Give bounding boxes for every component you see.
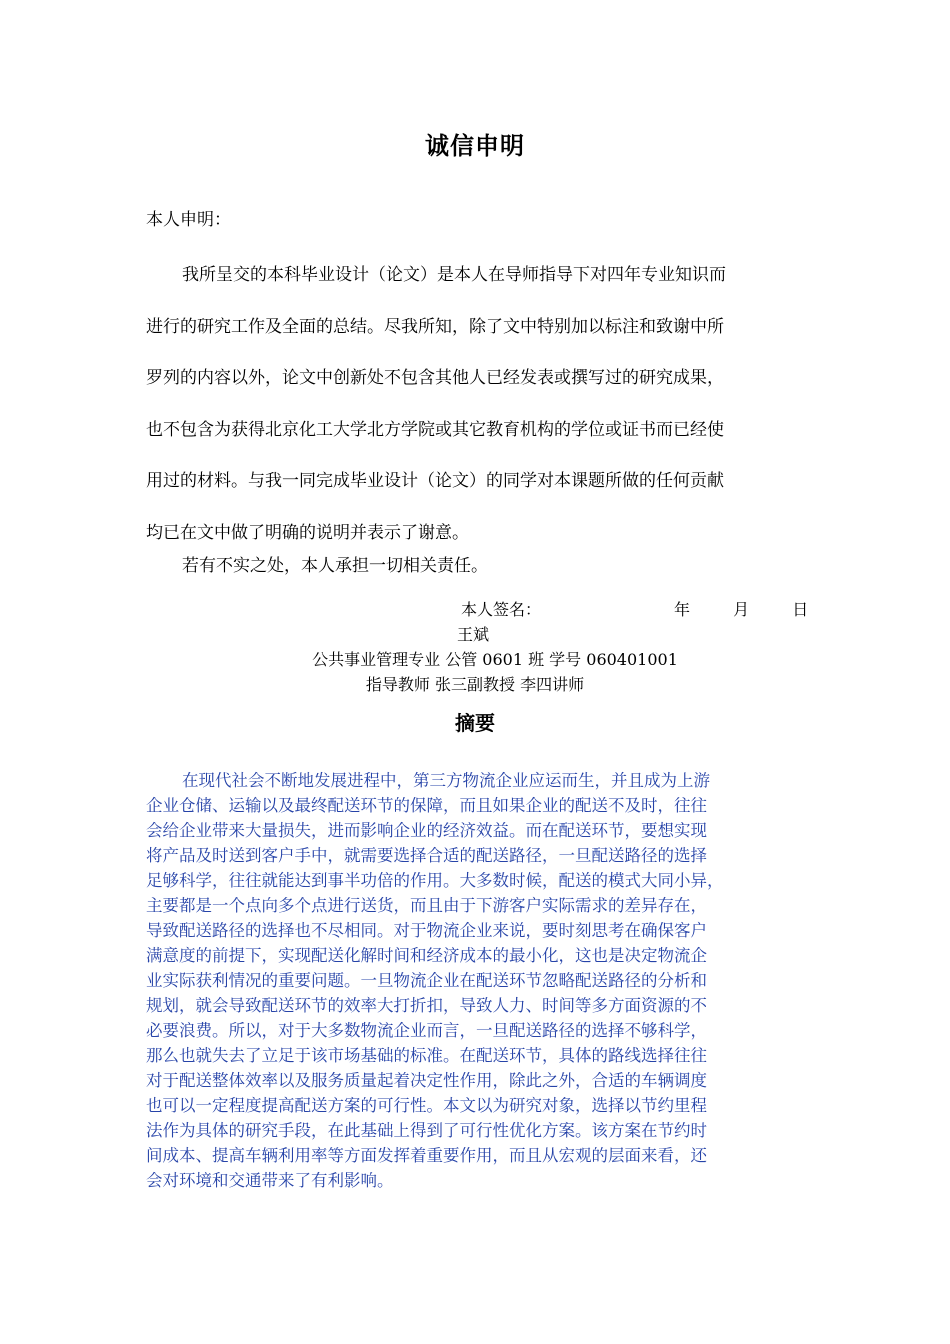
declaration-line: 进行的研究工作及全面的总结。尽我所知，除了文中特别加以标注和致谢中所 [146, 316, 724, 337]
declaration-line: 我所呈交的本科毕业设计（论文）是本人在导师指导下对四年专业知识而 [182, 265, 726, 285]
signature-label: 本人签名： [461, 600, 542, 619]
abstract-line: 规划，就会导致配送环节的效率大打折扣，导致人力、时间等多方面资源的不 [146, 996, 707, 1015]
abstract-body [146, 768, 826, 1193]
signature-date [674, 597, 808, 620]
abstract-line: 会对环境和交通带来了有利影响。 [146, 1171, 394, 1190]
abstract-line: 满意度的前提下，实现配送化解时间和经济成本的最小化，这也是决定物流企 [146, 946, 707, 965]
abstract-line: 在现代社会不断地发展进程中，第三方物流企业应运而生，并且成为上游 [182, 771, 710, 790]
abstract-line: 那么也就失去了立足于该市场基础的标准。在配送环节，具体的路线选择往往 [146, 1046, 707, 1065]
date-day-label: 日 [792, 600, 809, 619]
author-name: 王斌 [457, 625, 490, 644]
declaration-title: 诚信申明 [425, 132, 525, 160]
abstract-line: 必要浪费。所以，对于大多数物流企业而言，一旦配送路径的选择不够科学， [146, 1021, 707, 1040]
abstract-line: 导致配送路径的选择也不尽相同。对于物流企业来说，要时刻思考在确保客户 [146, 921, 707, 940]
abstract-line: 主要都是一个点向多个点进行送货，而且由于下游客户实际需求的差异存在， [146, 896, 707, 915]
date-month-label: 月 [733, 600, 750, 619]
abstract-line: 对于配送整体效率以及服务质量起着决定性作用，除此之外，合适的车辆调度 [146, 1071, 707, 1090]
abstract-title: 摘要 [455, 711, 495, 735]
major-class-id: 公共事业管理专业 公管 0601 班 学号 060401001 [312, 650, 678, 669]
declaration-line: 罗列的内容以外，论文中创新处不包含其他人已经发表或撰写过的研究成果， [146, 368, 724, 388]
abstract-line: 也可以一定程度提高配送方案的可行性。本文以为研究对象，选择以节约里程 [146, 1096, 707, 1115]
abstract-line: 间成本、提高车辆利用率等方面发挥着重要作用，而且从宏观的层面来看，还 [146, 1146, 707, 1165]
abstract-line: 企业仓储、运输以及最终配送环节的保障，而且如果企业的配送不及时，往往 [146, 796, 707, 815]
advisor-line: 指导教师 张三副教授 李四讲师 [365, 675, 585, 694]
declaration-line: 用过的材料。与我一同完成毕业设计（论文）的同学对本课题所做的任何贡献 [146, 471, 724, 491]
abstract-line: 将产品及时送到客户手中，就需要选择合适的配送路径，一旦配送路径的选择 [146, 846, 707, 865]
declaration-intro: 本人申明： [146, 210, 231, 230]
abstract-line: 足够科学，往往就能达到事半功倍的作用。大多数时候，配送的模式大同小异， [146, 871, 724, 890]
declaration-body [146, 250, 816, 559]
abstract-line: 法作为具体的研究手段，在此基础上得到了可行性优化方案。该方案在节约时 [146, 1121, 707, 1140]
abstract-line: 会给企业带来大量损失，进而影响企业的经济效益。而在配送环节，要想实现 [146, 821, 707, 840]
responsibility-statement: 若有不实之处，本人承担一切相关责任。 [182, 556, 488, 576]
declaration-line: 均已在文中做了明确的说明并表示了谢意。 [146, 522, 469, 543]
abstract-line: 业实际获利情况的重要问题。一旦物流企业在配送环节忽略配送路径的分析和 [146, 971, 707, 990]
date-year-label: 年 [674, 600, 691, 619]
declaration-line: 也不包含为获得北京化工大学北方学院或其它教育机构的学位或证书而已经使 [146, 419, 724, 440]
